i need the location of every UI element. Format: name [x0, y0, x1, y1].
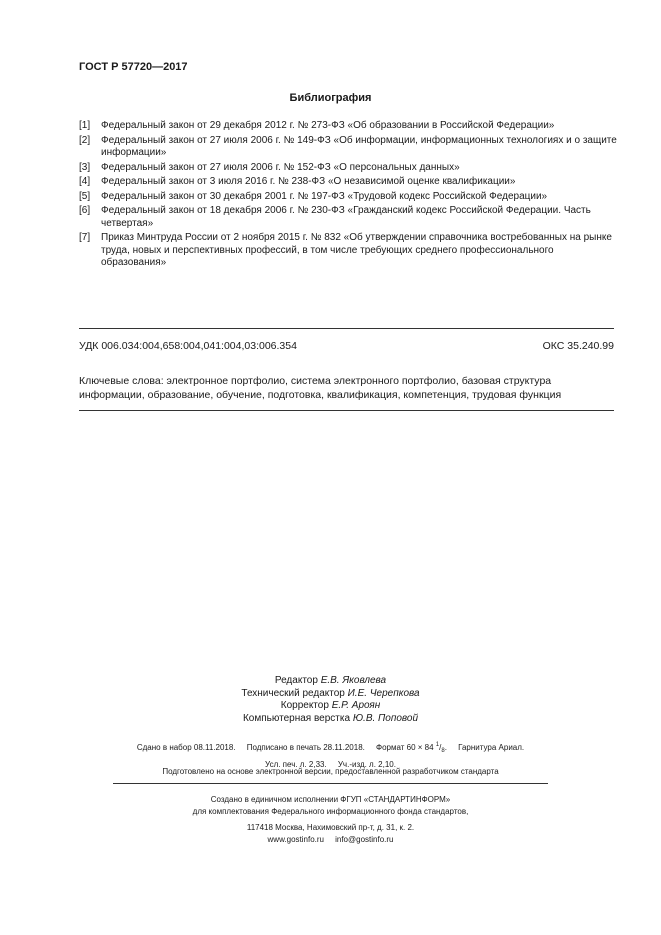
prepared-note: Подготовлено на основе электронной версии, предоставленной разработчиком стандарта [162, 767, 499, 776]
bibliography-title: Библиография [289, 92, 372, 104]
staff-role: Компьютерная верстка [242, 712, 351, 724]
staff-line [0, 675, 661, 688]
staff-credits [0, 675, 661, 725]
staff-line [0, 713, 661, 726]
bibliography-item-number: [5] [79, 190, 91, 202]
bibliography-item [79, 135, 619, 160]
divider-bottom [79, 410, 614, 411]
publisher-email[interactable]: info@gostinfo.ru [335, 835, 394, 844]
bibliography-item-text: Федеральный закон от 30 декабря 2001 г. № 197-ФЗ «Трудовой кодекс Российской Федерации» [101, 190, 548, 202]
divider-publisher [113, 783, 548, 784]
format: Формат 60 × 84 $^1/_8$. [376, 742, 447, 754]
bibliography-item-text: Федеральный закон от 27 июля 2006 г. № 149-ФЗ «Об информации, информационных технологиях и о защите информации» [101, 134, 617, 158]
staff-line [0, 688, 661, 701]
bibliography-item-text: Федеральный закон от 18 декабря 2006 г. № 230-ФЗ «Гражданский кодекс Российской Федерации. Часть четвертая» [101, 205, 591, 229]
bibliography-item [79, 162, 619, 175]
typeface: Гарнитура Ариал. [458, 743, 525, 752]
publisher-address: 117418 Москва, Нахимовский пр-т, д. 31, к. 2. [246, 823, 415, 832]
keywords: Ключевые слова: электронное портфолио, система электронного портфолио, базовая структура информации, образование, обучение, подготовка, квалификация, компетенция, трудовая функция [79, 375, 562, 401]
print-line-1 [0, 739, 661, 758]
edition-sheets: Уч.-изд. л. 2,10. [337, 760, 396, 769]
publisher-line-2: для комплектования Федерального информационного фонда стандартов, [192, 807, 469, 816]
bibliography-item [79, 120, 619, 133]
bibliography-item-text: Федеральный закон от 29 декабря 2012 г. № 273-ФЗ «Об образовании в Российской Федерации» [101, 120, 555, 131]
staff-line [0, 700, 661, 713]
bibliography-item-number: [7] [79, 232, 91, 243]
bibliography-item [79, 205, 619, 230]
bibliography-item [79, 176, 619, 189]
print-sheets: Усл. печ. л. 2,33. [265, 760, 327, 769]
bibliography-item-number: [1] [79, 120, 91, 131]
bibliography-item-number: [6] [79, 205, 91, 216]
set-date: Сдано в набор 08.11.2018. [136, 743, 236, 752]
staff-role: Технический редактор [241, 687, 345, 699]
bibliography-item-text: Федеральный закон от 27 июля 2006 г. № 152-ФЗ «О персональных данных» [101, 161, 460, 173]
bibliography-item-text: Приказ Минтруда России от 2 ноября 2015 г. № 832 «Об утверждении справочника востребованных на рынке труда, новых и перспективных профессий, в том числе требующих среднего профессионального образования» [101, 232, 612, 268]
bibliography-item-number: [3] [79, 161, 91, 173]
divider-top [79, 328, 614, 329]
staff-name: Е.Р. Ароян [331, 700, 381, 711]
bibliography-list [79, 120, 619, 272]
publisher-info [0, 794, 661, 846]
udk-code: УДК 006.034:004,658:004,041:004,03:006.354 [79, 340, 297, 352]
staff-name: И.Е. Черепкова [347, 687, 420, 699]
staff-name: Е.В. Яковлева [320, 675, 387, 686]
bibliography-item-number: [4] [79, 176, 91, 187]
bibliography-item [79, 191, 619, 204]
bibliography-item [79, 232, 619, 270]
publisher-website[interactable]: www.gostinfo.ru [267, 835, 324, 844]
publisher-contacts [0, 834, 661, 846]
staff-role: Корректор [280, 700, 329, 711]
staff-role: Редактор [274, 675, 318, 686]
signed-date: Подписано в печать 28.11.2018. [246, 743, 365, 752]
staff-name: Ю.В. Поповой [352, 712, 419, 724]
publisher-line-1: Создано в единичном исполнении ФГУП «СТАНДАРТИНФОРМ» [210, 795, 451, 804]
oks-code: ОКС 35.240.99 [542, 340, 614, 352]
bibliography-item-number: [2] [79, 134, 91, 146]
bibliography-item-text: Федеральный закон от 3 июля 2016 г. № 238-ФЗ «О независимой оценке квалификации» [101, 176, 516, 187]
standard-number: ГОСТ Р 57720—2017 [79, 61, 188, 73]
